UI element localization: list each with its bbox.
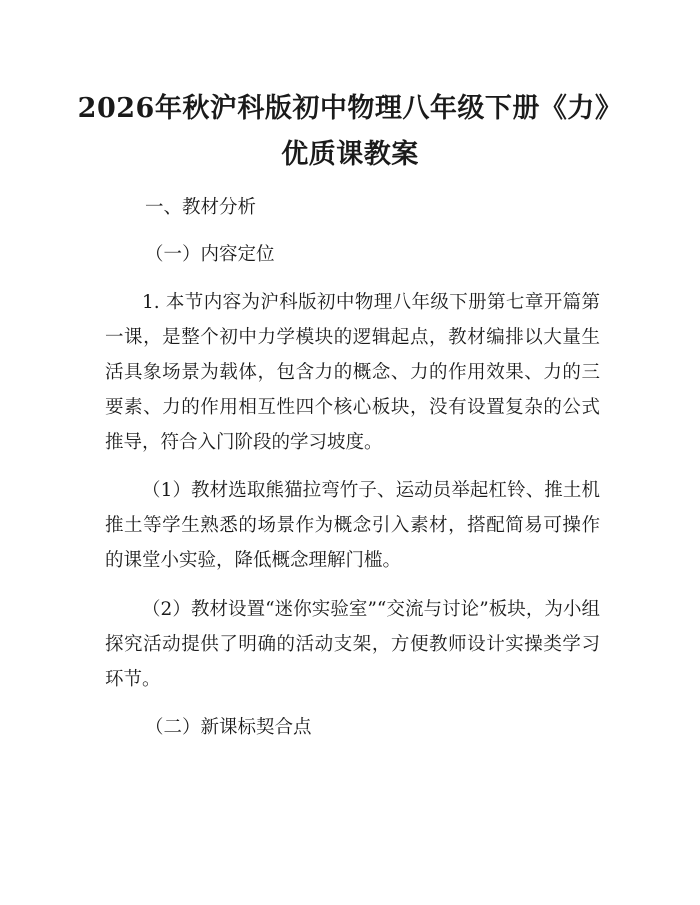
document-title-line-2: 优质课教案 — [281, 139, 419, 170]
section-heading-textbook-analysis: 一、教材分析 — [145, 197, 257, 218]
paragraph-1: 1. 本节内容为沪科版初中物理八年级下册第七章开篇第一课，是整个初中力学模块的逻辑起点，教材编排以大量生活具象场景为载体，包含力的概念、力的作用效果、力的三要素、力的作用相互性四个核心板块，没有设置复杂的公式推导，符合入门阶段的学习坡度。 — [105, 292, 600, 453]
subsection-heading-content-positioning: （一）内容定位 — [145, 244, 275, 265]
document-title-line-1: 2026年秋沪科版初中物理八年级下册《力》 — [77, 93, 623, 124]
subsection-heading-curriculum-alignment: （二）新课标契合点 — [145, 717, 312, 738]
paragraph-2: （1）教材选取熊猫拉弯竹子、运动员举起杠铃、推土机推土等学生熟悉的场景作为概念引入素材，搭配简易可操作的课堂小实验，降低概念理解门槛。 — [105, 480, 600, 571]
paragraph-3: （2）教材设置“迷你实验室”“交流与讨论”板块，为小组探究活动提供了明确的活动支架，方便教师设计实操类学习环节。 — [105, 599, 600, 690]
